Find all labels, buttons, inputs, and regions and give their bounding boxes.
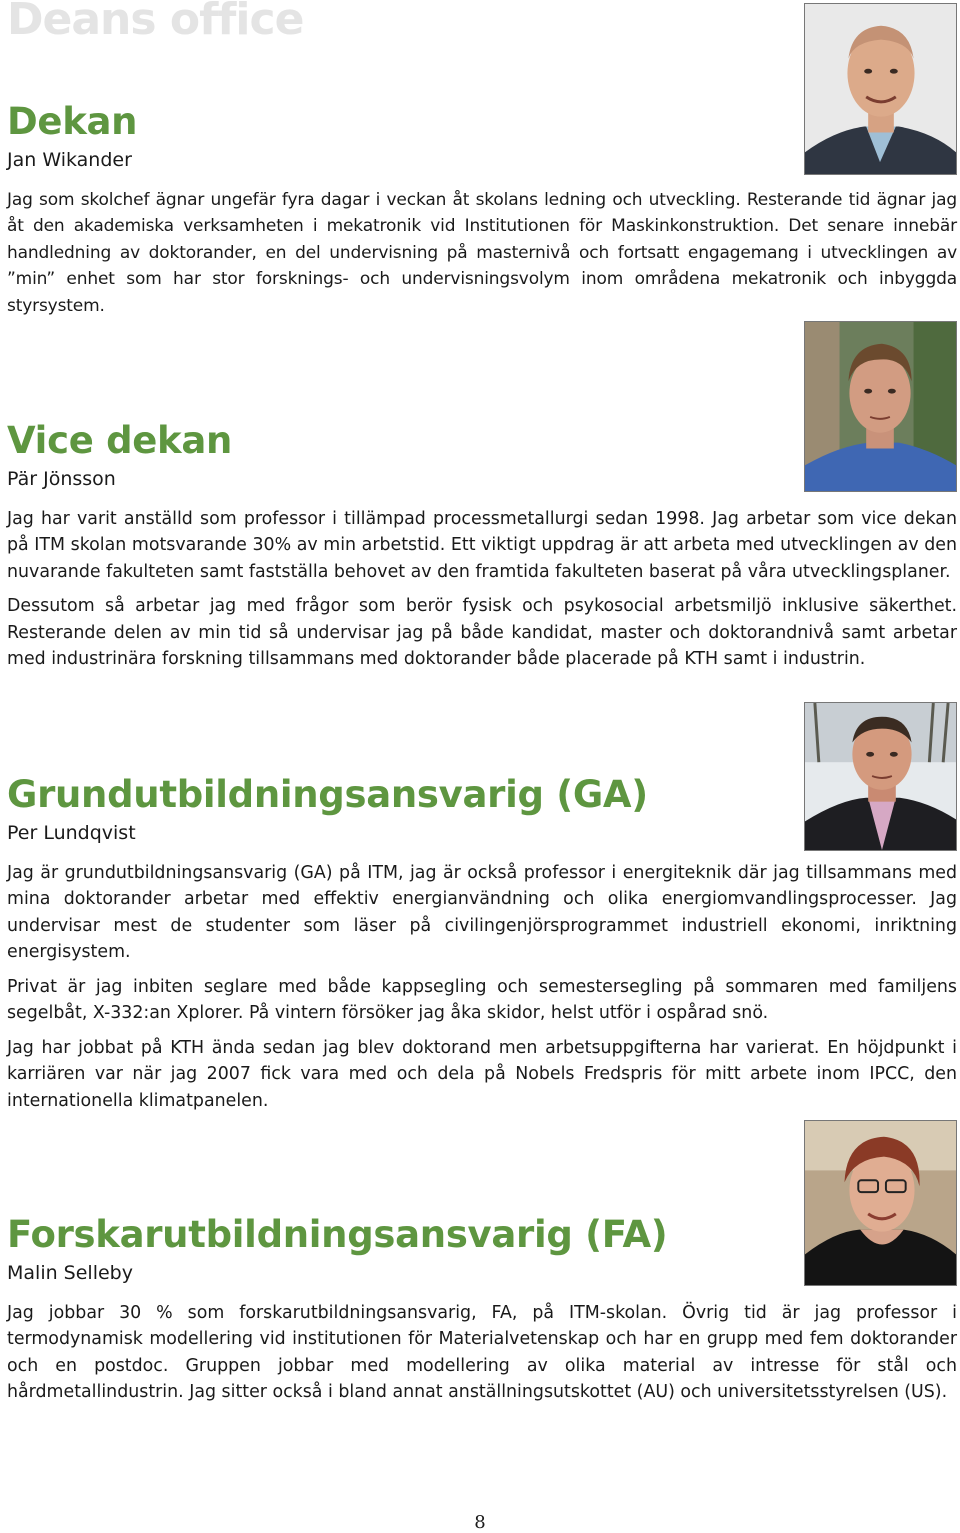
role-heading: Forskarutbildningsansvarig (FA)	[7, 1213, 668, 1256]
bio-paragraph: Jag har jobbat på KTH ända sedan jag blev doktorand men arbetsuppgifterna har varierat. En höjdpunkt i karriären var när jag 2007 fick vara med och dela på Nobels Fredspris för mitt arbete inom IPCC, den internationella klimatpanelen.	[7, 1037, 957, 1111]
bio-paragraph: Jag som skolchef ägnar ungefär fyra dagar i veckan åt skolans ledning och utveckling. Resterande tid ägnar jag åt den akademiska verksamheten i mekatronik vid Institutionen för Maskinkonstruktion. Det senare innebär handledning av doktorander, en del undervisning på masternivå och fortsatt engagemang i utvecklingen av ”min” enhet som har stor forsknings- och undervisningsvolym inom områdena mekatronik och inbyggda styrsystem.	[7, 189, 957, 316]
bio-paragraph: Jag har varit anställd som professor i tillämpad processmetallurgi sedan 1998. Jag arbetar som vice dekan på ITM skolan motsvarande 30% av min arbetstid. Ett viktigt uppdrag är att arbeta med utvecklingen av den nuvarande fakulteten samt fastställa behovet av den framtida fakulteten baserat på våra utvecklingsplaner.	[7, 508, 957, 582]
section-dekan	[7, 102, 957, 327]
role-heading: Grundutbildningsansvarig (GA)	[7, 773, 648, 816]
bio-paragraph: Dessutom så arbetar jag med frågor som berör fysisk och psykosocial arbetsmiljö inklusive säkerthet. Resterande delen av min tid så undervisar jag på både kandidat, master och doktorandnivå samt arbetar med industrinära forskning tillsammans med doktorander både placerade på KTH samt i industrin.	[7, 596, 957, 670]
bio-paragraph: Jag är grundutbildningsansvarig (GA) på ITM, jag är också professor i energiteknik där jag tillsammans med mina doktorander arbetar med effektiv energianvändning och olika energiomvandlingsprocesser. Jag undervisar mest de studenter som läser på civilingenjörsprogrammet industriell ekonomi, inriktning energisystem.	[7, 862, 957, 963]
page-header: Deans office	[7, 0, 304, 45]
person-name: Jan Wikander	[7, 148, 132, 171]
section-forskarutbildningsansvarig	[7, 1215, 957, 1414]
page-number: 8	[474, 1512, 486, 1533]
section-vice-dekan	[7, 421, 957, 681]
role-heading: Vice dekan	[7, 419, 233, 462]
person-name: Malin Selleby	[7, 1261, 133, 1284]
person-name: Pär Jönsson	[7, 467, 116, 490]
bio-paragraph: Privat är jag inbiten seglare med både kappsegling och semestersegling på sommaren med familjens segelbåt, X-332:an Xplorer. På vintern försöker jag åka skidor, helst utför i ospårad snö.	[7, 976, 957, 1024]
person-name: Per Lundqvist	[7, 821, 136, 844]
role-heading: Dekan	[7, 100, 138, 143]
section-grundutbildningsansvarig	[7, 775, 957, 1122]
bio-paragraph: Jag jobbar 30 % som forskarutbildningsansvarig, FA, på ITM-skolan. Övrig tid är jag professor i termodynamisk modellering vid institutionen för Materialvetenskap och har en grupp med fem doktorander och en postdoc. Gruppen jobbar med modellering av olika material av intresse för stål och hårdmetallindustrin. Jag sitter också i bland annat anställningsutskottet (AU) och universitetsstyrelsen (US).	[7, 1302, 957, 1403]
